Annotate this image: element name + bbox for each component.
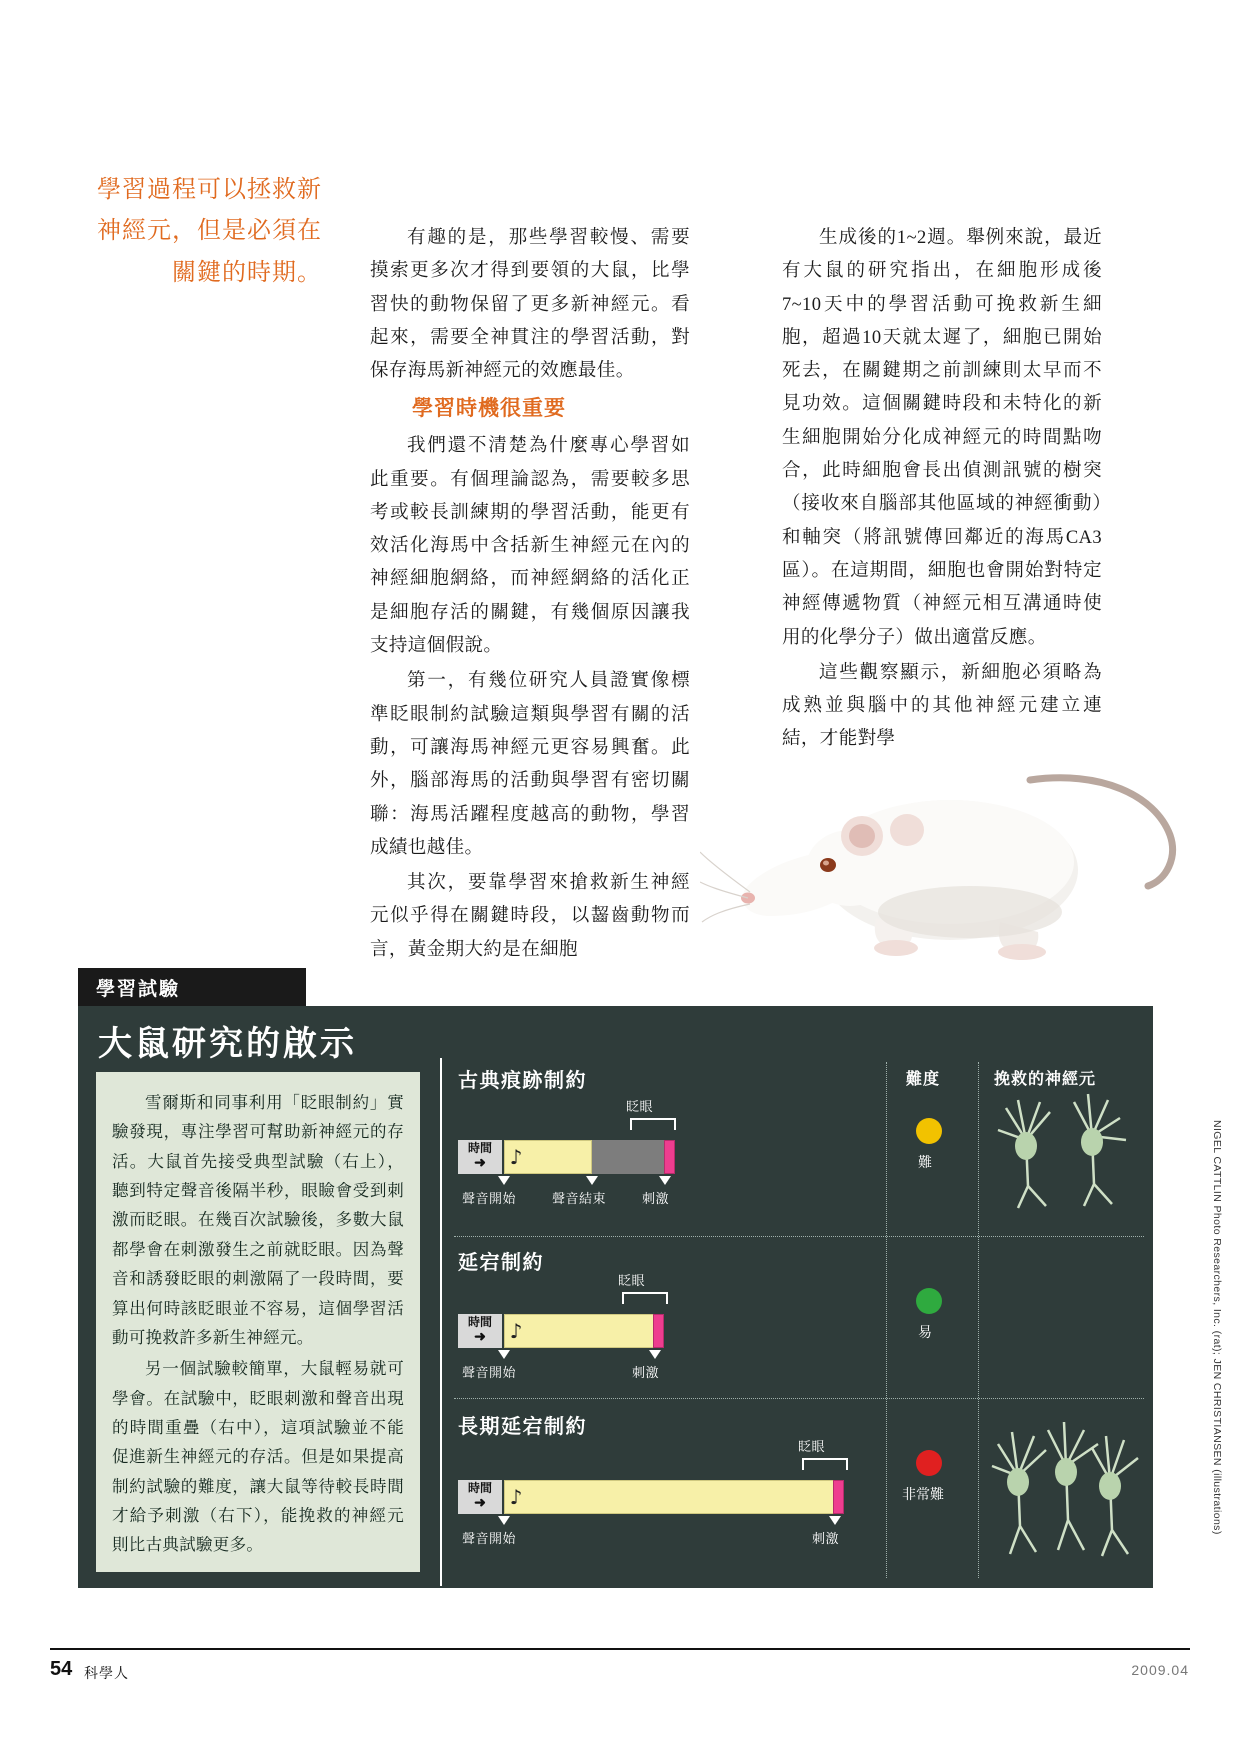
paragraph: 雪爾斯和同事利用「眨眼制約」實驗發現，專注學習可幫助新神經元的存活。大鼠首先接受典型試驗（右上），聽到特定聲音後隔半秒，眼瞼會受到刺激而眨眼。在幾百次試驗後，多數大鼠都學會在刺激發生之前就眨眼。因為聲音和誘發眨眼的刺激隔了一段時間，要算出何時該眨眼並不容易，這個學習活動可挽救許多新生神經元。 [112, 1093, 404, 1347]
infobox-description [96, 1072, 420, 1572]
paragraph: 第一，有幾位研究人員證實像標準眨眼制約試驗這類與學習有關的活動，可讓海馬神經元更容易興奮。此外，腦部海馬的活動與學習有密切關聯：海馬活躍程度越高的動物，學習成績也越佳。 [370, 671, 690, 858]
tone-end-label: 聲音結束 [552, 1191, 607, 1206]
tick-marker [659, 1176, 671, 1185]
difficulty-label: 非常難 [902, 1488, 944, 1503]
music-note-icon: ♪ [509, 1145, 523, 1169]
pull-quote: 學習過程可以拯救新神經元，但是必須在關鍵的時期。 [97, 177, 322, 286]
stimulus-marker [664, 1140, 675, 1174]
blink-bracket [630, 1118, 676, 1130]
infobox-body [78, 1006, 1153, 1588]
magazine-name: 科學人 [84, 1665, 129, 1681]
trace-gap-bar [592, 1140, 664, 1174]
stimulus-marker [653, 1314, 664, 1348]
learning-experiment-infobox [78, 968, 1153, 1588]
body-column-right [782, 222, 1102, 759]
time-chip [458, 1314, 502, 1348]
stimulus-label: 刺激 [642, 1191, 670, 1206]
tone-start-label: 聲音開始 [462, 1365, 517, 1380]
photo-credit: NIGEL CATTLIN Photo Researchers, Inc. (rat); JEN CHRISTIANSEN (illustrations) [1211, 1120, 1223, 1535]
music-note-icon: ♪ [509, 1485, 523, 1509]
blink-bracket [802, 1458, 848, 1470]
row-title: 長期延宕制約 [458, 1416, 587, 1438]
time-label: 時間 [467, 1481, 492, 1495]
difficulty-dot [916, 1118, 942, 1144]
tick-marker [586, 1176, 598, 1185]
tick-marker [498, 1350, 510, 1359]
page-number: 54 [50, 1658, 73, 1680]
infobox-tab-label: 學習試驗 [78, 968, 306, 1006]
rescued-neurons-header: 挽救的神經元 [994, 1071, 1097, 1088]
tick-marker [498, 1176, 510, 1185]
difficulty-label: 難 [918, 1156, 932, 1171]
difficulty-dot [916, 1450, 942, 1476]
column-divider [886, 1062, 887, 1578]
blink-label: 眨眼 [798, 1439, 826, 1454]
blink-label: 眨眼 [626, 1099, 654, 1114]
tone-bar [504, 1480, 844, 1514]
row-title: 延宕制約 [458, 1252, 544, 1274]
stimulus-label: 刺激 [812, 1531, 840, 1546]
issue-date: 2009.04 [1131, 1662, 1189, 1678]
difficulty-label: 易 [918, 1326, 932, 1341]
arrow-right-icon: ➜ [474, 1493, 486, 1510]
time-chip [458, 1140, 502, 1174]
tick-marker [498, 1516, 510, 1525]
footer-rule [50, 1648, 1190, 1650]
paragraph: 有趣的是，那些學習較慢、需要摸索更多次才得到要領的大鼠，比學習快的動物保留了更多新神經元。看起來，需要全神貫注的學習活動，對保存海馬新神經元的效應最佳。 [370, 228, 690, 382]
infobox-title: 大鼠研究的啟示 [98, 1026, 357, 1063]
conditioning-diagram [454, 1058, 1144, 1586]
paragraph: 生成後的1~2週。舉例來說，最近有大鼠的研究指出，在細胞形成後7~10天中的學習活動可挽救新生細胞，超過10天就太遲了，細胞已開始死去，在關鍵期之前訓練則太早而不見功效。這個關鍵時段和未特化的新生細胞開始分化成神經元的時間點吻合，此時細胞會長出偵測訊號的樹突（接收來自腦部其他區域的神經衝動）和軸突（將訊號傳回鄰近的海馬CA3區）。在這期間，細胞也會開始對特定神經傳遞物質（神經元相互溝通時使用的化學分子）做出適當反應。 [782, 228, 1102, 648]
paragraph: 我們還不清楚為什麼專心學習如此重要。有個理論認為，需要較多思考或較長訓練期的學習活動，能更有效活化海馬中含括新生神經元在內的神經細胞網絡，而神經網絡的活化正是細胞存活的關鍵，有幾個原因讓我支持這個假說。 [370, 436, 690, 657]
paragraph: 其次，要靠學習來搶救新生神經元似乎得在關鍵時段，以齧齒動物而言，黃金期大約是在細胞 [370, 873, 690, 960]
section-subheading: 學習時機很重要 [412, 396, 566, 421]
rat-photo [700, 740, 1180, 990]
time-label: 時間 [467, 1315, 492, 1329]
time-chip [458, 1480, 502, 1514]
stimulus-marker [833, 1480, 844, 1514]
stimulus-label: 刺激 [632, 1365, 660, 1380]
music-note-icon: ♪ [509, 1319, 523, 1343]
blink-bracket [622, 1292, 668, 1304]
row-divider [454, 1236, 1144, 1237]
row-title: 古典痕跡制約 [458, 1070, 587, 1092]
row-divider [454, 1398, 1144, 1399]
difficulty-dot [916, 1288, 942, 1314]
arrow-right-icon: ➜ [474, 1153, 486, 1170]
rescued-neurons-illustration [988, 1078, 1140, 1218]
time-label: 時間 [467, 1141, 492, 1155]
tone-start-label: 聲音開始 [462, 1191, 517, 1206]
difficulty-header: 難度 [906, 1071, 941, 1088]
arrow-right-icon: ➜ [474, 1327, 486, 1344]
tick-marker [829, 1516, 841, 1525]
tone-start-label: 聲音開始 [462, 1531, 517, 1546]
body-column-middle [370, 222, 690, 969]
tick-marker [649, 1350, 661, 1359]
tone-bar [504, 1314, 664, 1348]
paragraph: 另一個試驗較簡單，大鼠輕易就可學會。在試驗中，眨眼刺激和聲音出現的時間重疊（右中），這項試驗並不能促進新生神經元的存活。但是如果提高制約試驗的難度，讓大鼠等待較長時間才給予刺激（右下），能挽救的神經元則比古典試驗更多。 [112, 1359, 404, 1555]
rescued-neurons-illustration [988, 1410, 1140, 1570]
column-divider [978, 1062, 979, 1578]
vertical-divider [440, 1058, 442, 1586]
paragraph: 這些觀察顯示，新細胞必須略為成熟並與腦中的其他神經元建立連結，才能對學 [782, 662, 1102, 750]
blink-label: 眨眼 [618, 1273, 646, 1288]
